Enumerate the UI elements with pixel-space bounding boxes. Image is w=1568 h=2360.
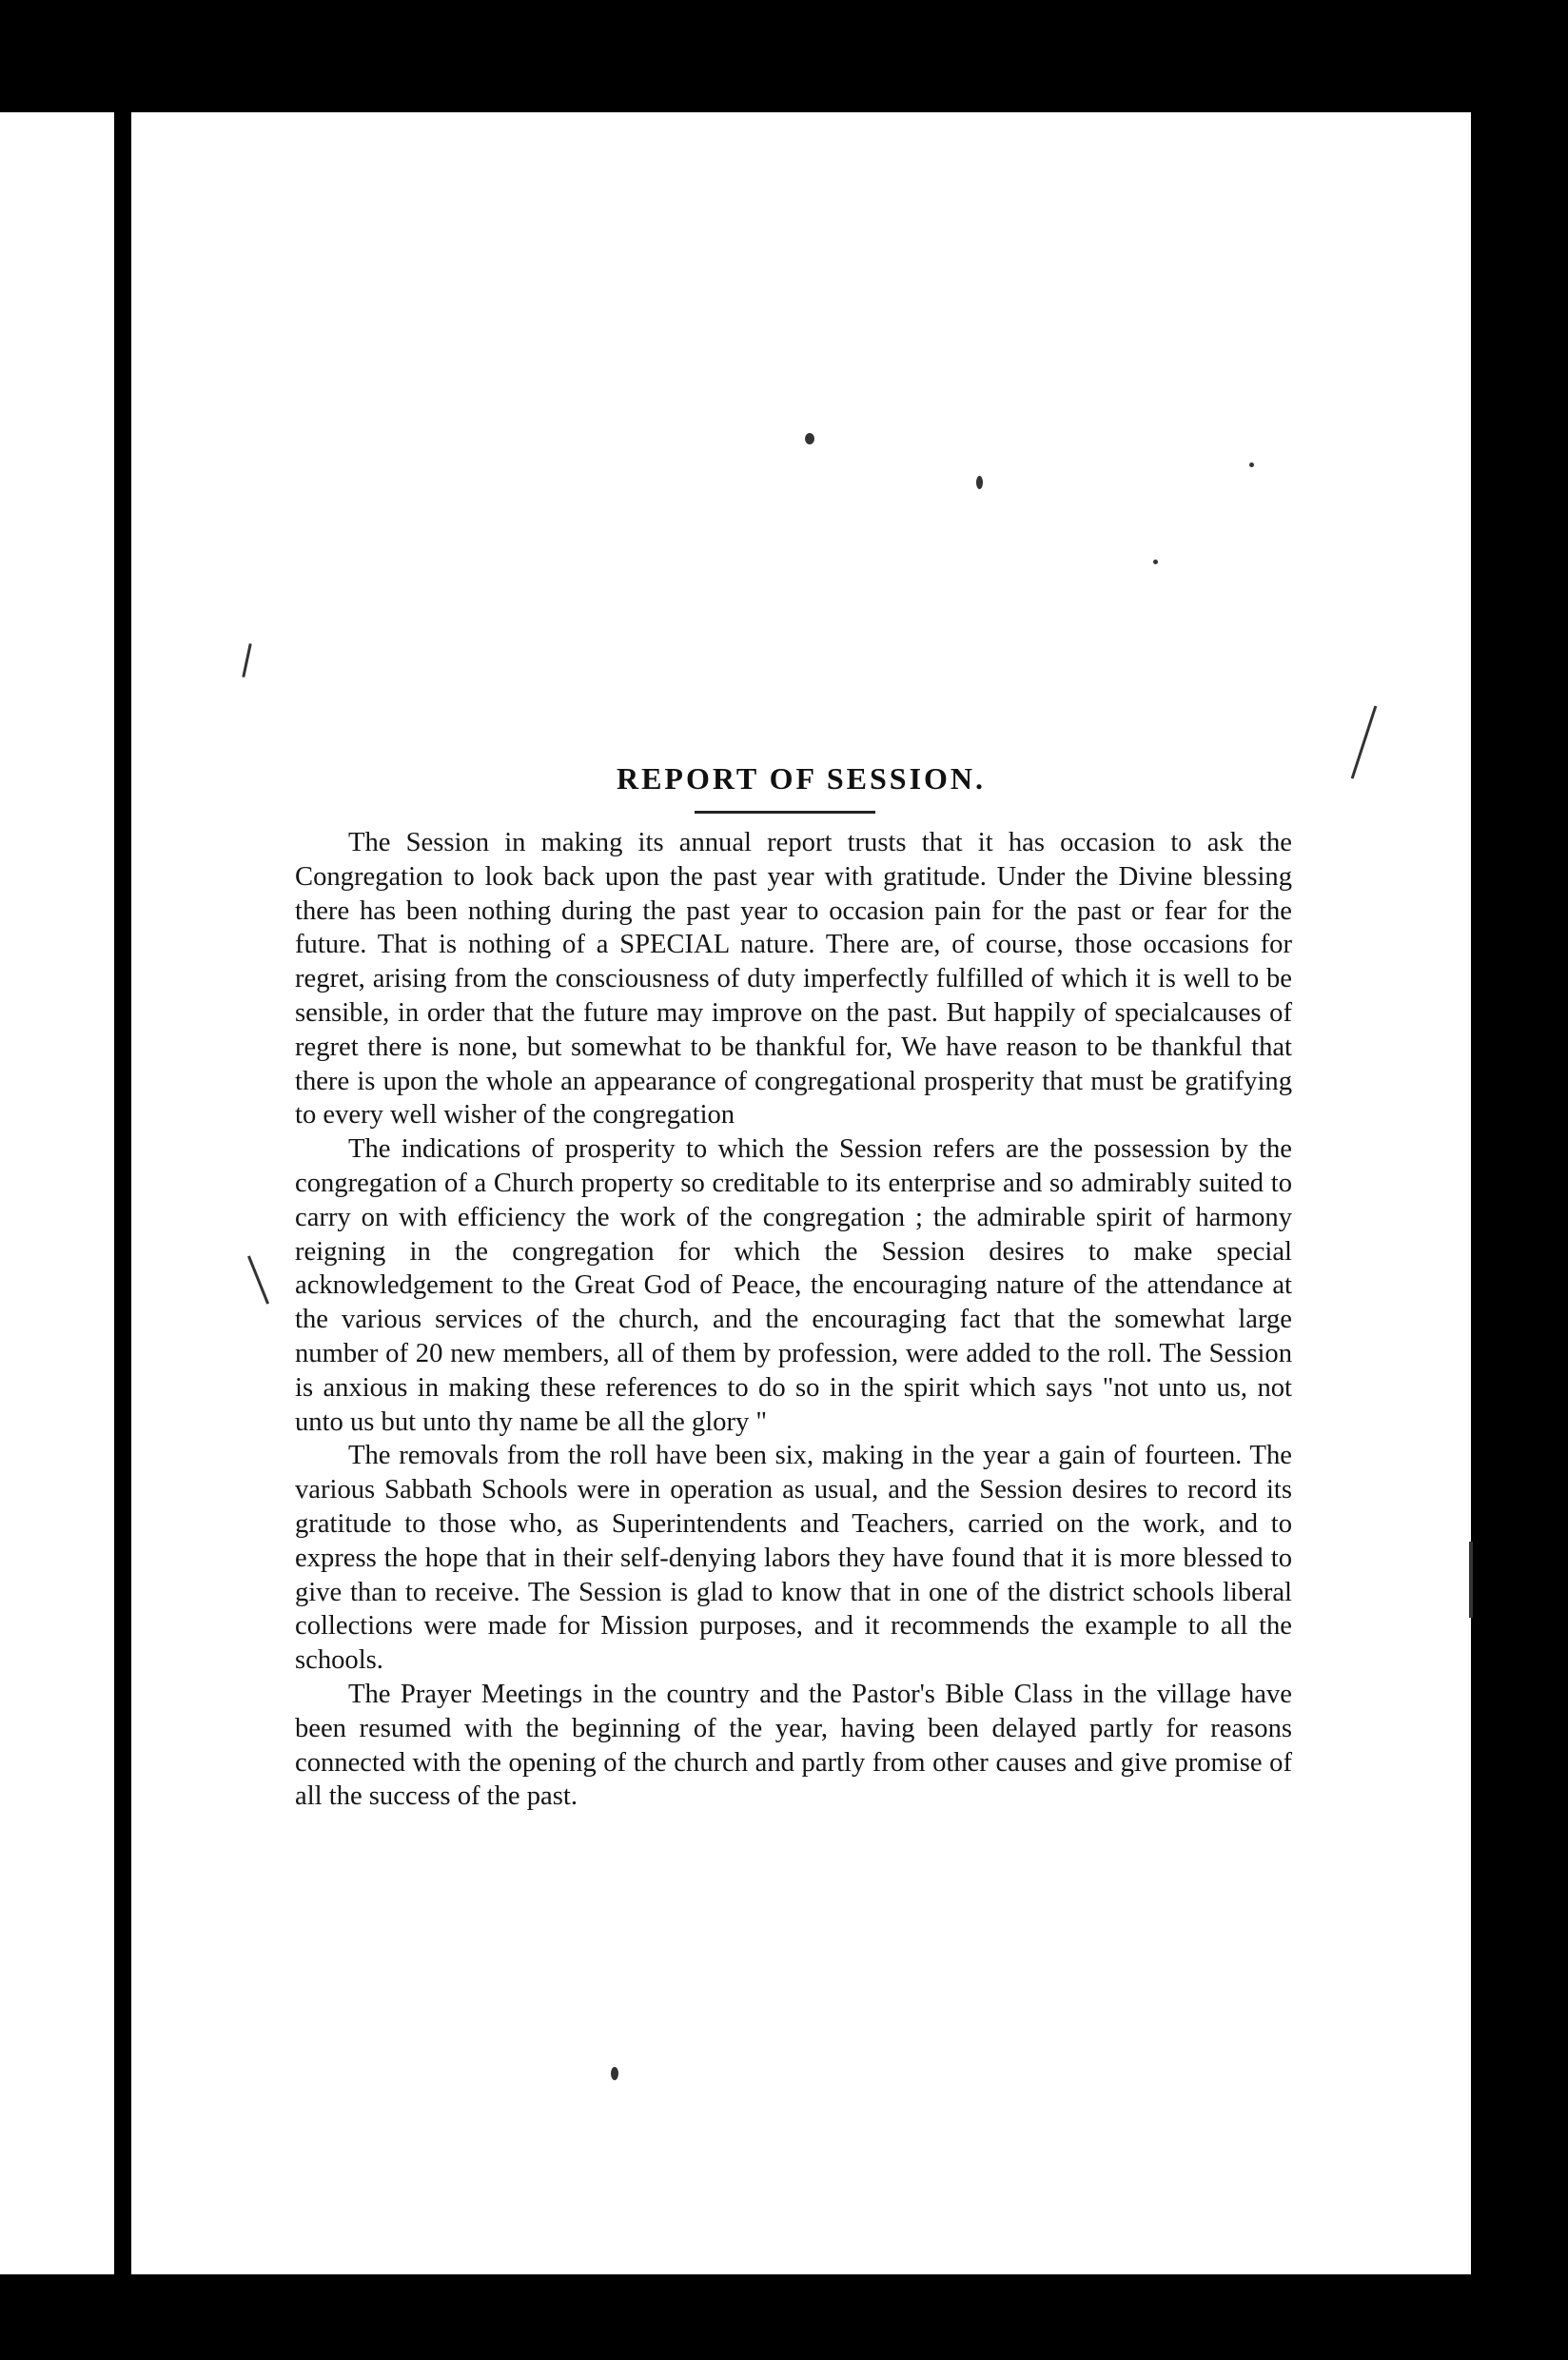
report-title: REPORT OF SESSION.	[616, 761, 987, 796]
page-gutter	[114, 112, 127, 2274]
scan-speck	[1153, 560, 1158, 564]
report-body	[295, 826, 1292, 1814]
scan-speck	[805, 433, 814, 444]
title-underline	[695, 811, 875, 814]
adjacent-page-strip	[0, 112, 116, 2274]
scan-speck	[1249, 462, 1254, 467]
heading-container	[131, 761, 1471, 796]
paragraph-1: The Session in making its annual report trusts that it has occasion to ask the Congregation to look back upon the past year with gratitude. Under the Divine blessing there has been nothing during the past year to occasion pain for the past or fear for the future. That is nothing of a SPECIAL nature. There are, of course, those occasions for regret, arising from the consciousness of duty imperfectly fulfilled of which it is well to be sensible, in order that the future may improve on the past. But happily of specialcauses of regret there is none, but somewhat to be thankful for, We have reason to be thankful that there is upon the whole an appearance of congregational prosperity that must be gratifying to every well wisher of the congregation	[295, 828, 1292, 1131]
paragraph-2: The indications of prosperity to which the Session refers are the possession by the congregation of a Church property so creditable to its enterprise and so admirably suited to carry on with efficiency the work of the congregation ; the admirable spirit of harmony reigning in the congregation for which the Session desires to make special acknowledgement to the Great God of Peace, the encouraging nature of the attendance at the various services of the church, and the encouraging fact that the somewhat large number of 20 new members, all of them by profession, were added to the roll. The Session is anxious in making these references to do so in the spirit which says "not unto us, not unto us but unto thy name be all the glory "	[295, 1134, 1292, 1437]
paragraph-4: The Prayer Meetings in the country and the Pastor's Bible Class in the village have been resumed with the beginning of the year, having been delayed partly for reasons connected with the opening of the church and partly from other causes and give promise of all the success of the past.	[295, 1679, 1292, 1812]
scan-speck	[611, 2067, 618, 2080]
paragraph-3: The removals from the roll have been six, making in the year a gain of fourteen. The various Sabbath Schools were in operation as usual, and the Session desires to record its gratitude to those who, as Superintendents and Teachers, carried on the work, and to express the hope that in their self-denying labors they have found that it is more blessed to give than to receive. The Session is glad to know that in one of the district schools liberal collections were made for Mission purposes, and it recommends the example to all the schools.	[295, 1441, 1292, 1676]
scan-speck	[976, 476, 983, 489]
scan-scratch	[1469, 1542, 1473, 1618]
